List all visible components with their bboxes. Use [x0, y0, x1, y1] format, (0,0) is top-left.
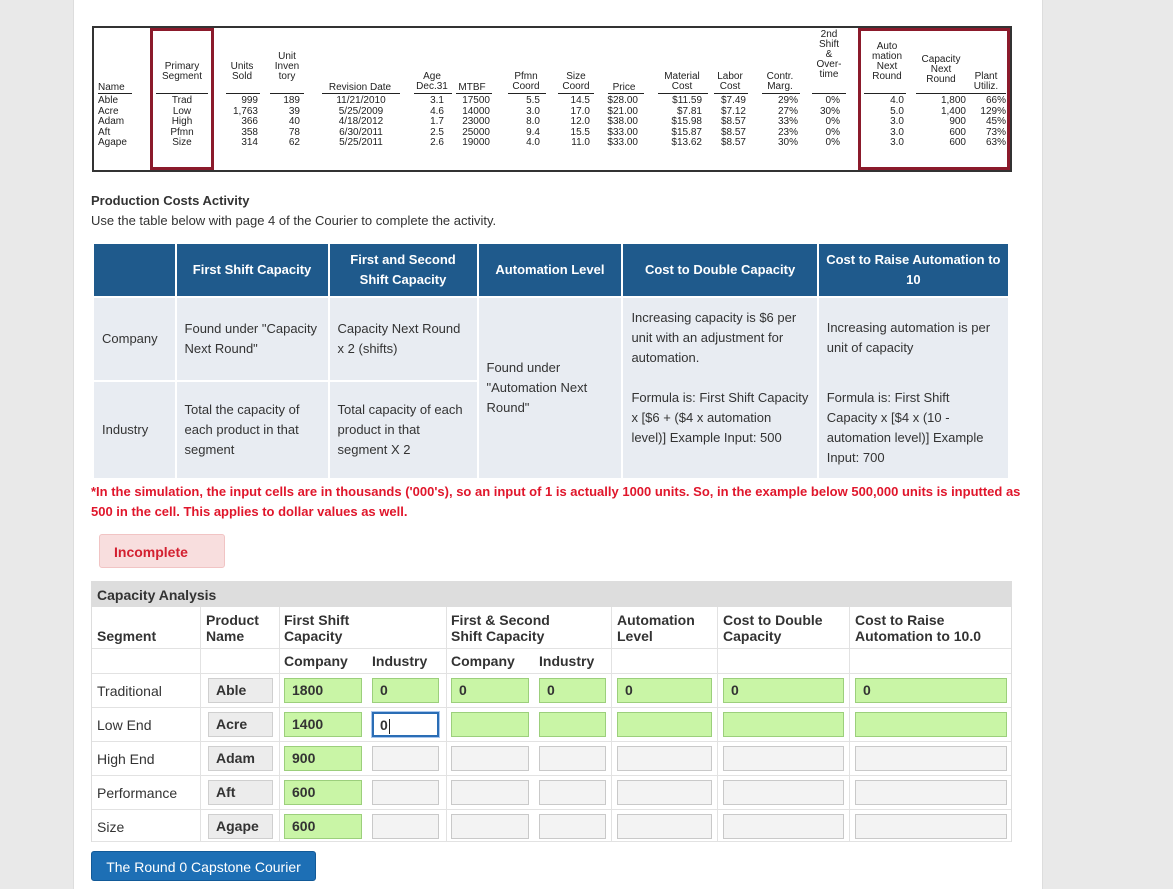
hdr-pfmn: Pfmn Coord [512, 71, 540, 92]
first-company-input[interactable]: 600 [284, 814, 362, 839]
instruction-header-first-shift: First Shift Capacity [177, 244, 328, 296]
courier-cell-size: 15.5 [570, 126, 590, 138]
courier-cell-segment: Trad [171, 95, 193, 106]
courier-cell-overtime: 0% [825, 126, 840, 138]
raise-input[interactable] [855, 814, 1007, 839]
courier-cell-automation: 3.0 [890, 137, 904, 148]
courier-cell-units_sold: 1,763 [232, 105, 258, 117]
courier-cell-age: 3.1 [430, 95, 444, 106]
col-two-shift: First & Second Shift Capacity [451, 612, 550, 644]
courier-cell-material: $11.59 [672, 95, 702, 106]
double-input[interactable] [723, 814, 844, 839]
raise-input[interactable] [855, 712, 1007, 737]
segment-label: Low End [97, 717, 152, 733]
instruction-table [92, 242, 1010, 480]
courier-cell-labor: $7.12 [720, 105, 746, 117]
hdr-segment: Primary Segment [161, 61, 203, 82]
company-two-shift-text: Capacity Next Round x 2 (shifts) [330, 298, 477, 380]
col-automation: Automation Level [617, 612, 695, 644]
courier-cell-pfmn: 9.4 [526, 126, 540, 138]
courier-cell-capacity: 900 [949, 116, 966, 127]
automation-input[interactable] [617, 814, 712, 839]
instruction-header-two-shift: First and Second Shift Capacity [330, 244, 477, 296]
courier-cell-margin: 29% [777, 95, 798, 106]
double-capacity-text: Increasing capacity is $6 per unit with an adjustment for automation. [631, 310, 797, 365]
first-industry-input[interactable] [372, 780, 439, 805]
courier-cell-segment: High [171, 116, 193, 127]
activity-subtitle: Use the table below with page 4 of the Courier to complete the activity. [91, 213, 497, 228]
courier-cell-name: Aft [98, 126, 111, 138]
hdr-revision: Revision Date [328, 82, 392, 93]
two-company-input[interactable]: 0 [451, 678, 529, 703]
first-company-input[interactable]: 900 [284, 746, 362, 771]
row-label-company: Company [94, 298, 175, 380]
courier-cell-name: Able [98, 95, 119, 106]
two-company-input[interactable] [451, 712, 529, 737]
courier-cell-material: $7.81 [676, 105, 702, 117]
courier-cell-pfmn: 8.0 [526, 116, 540, 127]
automation-input[interactable] [617, 746, 712, 771]
two-industry-input[interactable] [539, 712, 606, 737]
hdr-age: Age Dec.31 [416, 71, 448, 92]
courier-cell-automation: 3.0 [890, 116, 904, 127]
courier-cell-units_sold: 366 [241, 116, 258, 127]
activity-title: Production Costs Activity [91, 193, 250, 208]
courier-cell-overtime: 0% [825, 95, 840, 106]
courier-cell-mtbf: 14000 [462, 105, 490, 117]
courier-cell-mtbf: 23000 [462, 116, 490, 127]
sub-industry-first: Industry [372, 653, 428, 669]
hdr-price: Price [612, 82, 636, 93]
courier-cell-age: 1.7 [430, 116, 444, 127]
courier-cell-inventory: 78 [288, 126, 300, 138]
hdr-inventory: Unit Inven tory [274, 51, 300, 82]
thousands-note: *In the simulation, the input cells are in thousands ('000's), so an input of 1 is actually 1000 units. So, in the example below 500,000 units is inputted as 500 in the cell. This applies to dollar values as well. [91, 484, 1021, 519]
product-name-field: Adam [208, 746, 273, 771]
two-industry-input[interactable] [539, 746, 606, 771]
automation-input[interactable] [617, 712, 712, 737]
double-capacity-instruction [623, 298, 816, 478]
courier-cell-price: $33.00 [607, 126, 638, 138]
automation-instruction-text: Found under "Automation Next Round" [479, 298, 622, 478]
two-company-input[interactable] [451, 780, 529, 805]
row-label-industry: Industry [94, 382, 175, 478]
company-first-shift-text: Found under "Capacity Next Round" [177, 298, 328, 380]
raise-input[interactable]: 0 [855, 678, 1007, 703]
courier-cell-segment: Size [172, 137, 192, 148]
sub-company-first: Company [284, 653, 348, 669]
instruction-header-double: Cost to Double Capacity [623, 244, 816, 296]
raise-input[interactable] [855, 780, 1007, 805]
courier-cell-size: 11.0 [571, 137, 590, 148]
hdr-size: Size Coord [562, 71, 590, 92]
double-input[interactable]: 0 [723, 678, 844, 703]
courier-cell-price: $21.00 [607, 105, 638, 117]
segment-label: Traditional [97, 683, 162, 699]
hdr-utilization: Plant Utiliz. [973, 71, 999, 92]
courier-cell-pfmn: 3.0 [526, 105, 540, 117]
segment-label: Size [97, 819, 125, 835]
courier-cell-inventory: 39 [288, 105, 300, 117]
first-company-input[interactable]: 1400 [284, 712, 362, 737]
col-double-capacity: Cost to Double Capacity [723, 612, 823, 644]
double-input[interactable] [723, 712, 844, 737]
courier-cell-margin: 23% [777, 126, 798, 138]
courier-cell-units_sold: 314 [241, 137, 258, 148]
product-name-field: Agape [208, 814, 273, 839]
industry-two-shift-text: Total capacity of each product in that segment X 2 [330, 382, 477, 478]
courier-cell-price: $33.00 [607, 137, 638, 148]
raise-automation-formula: Formula is: First Shift Capacity x [$4 x (10 - automation level)] Example Input: 700 [826, 390, 984, 465]
double-input[interactable] [723, 746, 844, 771]
courier-cell-inventory: 40 [288, 116, 300, 127]
courier-cell-labor: $8.57 [720, 116, 746, 127]
courier-cell-name: Agape [98, 137, 127, 148]
courier-cell-units_sold: 999 [241, 95, 258, 106]
courier-cell-margin: 30% [777, 137, 798, 148]
courier-cell-overtime: 30% [819, 105, 840, 117]
courier-cell-price: $38.00 [607, 116, 638, 127]
first-industry-input[interactable]: 0 [372, 678, 439, 703]
courier-cell-util: 63% [985, 137, 1006, 148]
courier-cell-mtbf: 19000 [462, 137, 490, 148]
courier-cell-margin: 27% [777, 105, 798, 117]
courier-cell-automation: 3.0 [890, 126, 904, 138]
first-industry-input[interactable]: 0 [372, 712, 439, 737]
courier-cell-size: 17.0 [570, 105, 590, 117]
courier-cell-size: 12.0 [570, 116, 590, 127]
courier-cell-util: 45% [985, 116, 1006, 127]
first-company-input[interactable]: 600 [284, 780, 362, 805]
raise-input[interactable] [855, 746, 1007, 771]
two-industry-input[interactable]: 0 [539, 678, 606, 703]
courier-cell-util: 129% [980, 105, 1006, 117]
courier-cell-capacity: 1,800 [940, 95, 966, 106]
courier-cell-mtbf: 17500 [462, 95, 490, 106]
capacity-analysis-title: Capacity Analysis [92, 582, 1011, 607]
sub-industry-two: Industry [539, 653, 595, 669]
courier-cell-size: 14.5 [570, 95, 590, 106]
courier-cell-revision: 5/25/2011 [339, 137, 383, 148]
industry-first-shift-text: Total the capacity of each product in that segment [177, 382, 328, 478]
automation-input[interactable] [617, 780, 712, 805]
courier-cell-segment: Pfmn [170, 126, 194, 138]
courier-cell-segment: Low [172, 105, 192, 117]
courier-cell-inventory: 189 [283, 95, 300, 106]
sub-company-two: Company [451, 653, 515, 669]
double-input[interactable] [723, 780, 844, 805]
courier-cell-revision: 5/25/2009 [338, 105, 384, 117]
courier-cell-name: Adam [98, 116, 125, 127]
courier-cell-age: 2.5 [430, 126, 444, 138]
courier-cell-capacity: 1,400 [940, 105, 966, 117]
courier-cell-automation: 4.0 [890, 95, 904, 106]
courier-cell-overtime: 0% [825, 116, 840, 127]
courier-cell-pfmn: 4.0 [526, 137, 540, 148]
col-first-shift: First Shift Capacity [284, 612, 350, 644]
col-segment: Segment [97, 628, 157, 644]
two-company-input[interactable] [451, 746, 529, 771]
text-cursor [389, 719, 390, 734]
first-company-input[interactable]: 1800 [284, 678, 362, 703]
courier-cell-age: 2.6 [430, 137, 444, 148]
courier-cell-util: 73% [985, 126, 1006, 138]
courier-cell-material: $15.98 [671, 116, 702, 127]
courier-cell-automation: 5.0 [890, 105, 904, 117]
courier-cell-revision: 11/21/2010 [336, 95, 386, 106]
hdr-units-sold: Units Sold [230, 61, 254, 82]
col-raise-automation: Cost to Raise Automation to 10.0 [855, 612, 982, 644]
product-name-field: Aft [208, 780, 273, 805]
raise-automation-text: Increasing automation is per unit of capacity [826, 320, 991, 355]
courier-cell-age: 4.6 [430, 105, 444, 117]
segment-label: Performance [97, 785, 178, 801]
segment-label: High End [97, 751, 155, 767]
courier-cell-units_sold: 358 [241, 126, 258, 138]
capacity-analysis-table [91, 581, 1012, 842]
courier-cell-price: $28.00 [607, 95, 638, 106]
courier-cell-pfmn: 5.5 [526, 95, 540, 106]
hdr-capacity: Capacity Next Round [921, 54, 961, 85]
col-product-name: Product Name [206, 612, 259, 644]
courier-production-table [92, 26, 1012, 172]
hdr-automation: Auto mation Next Round [871, 41, 902, 82]
two-industry-input[interactable] [539, 780, 606, 805]
first-industry-input[interactable] [372, 814, 439, 839]
two-industry-input[interactable] [539, 814, 606, 839]
instruction-header-automation: Automation Level [479, 244, 622, 296]
courier-cell-inventory: 62 [288, 137, 300, 148]
courier-cell-util: 66% [985, 95, 1006, 106]
product-name-field: Able [208, 678, 273, 703]
courier-cell-revision: 4/18/2012 [338, 116, 384, 127]
double-capacity-formula: Formula is: First Shift Capacity x [$6 + ($4 x automation level)] Example Input: 500 [631, 390, 809, 445]
hdr-labor: Labor Cost [717, 71, 743, 92]
status-badge: Incomplete [99, 534, 225, 568]
hdr-overtime: 2nd Shift & Over- time [816, 29, 842, 80]
courier-link-button[interactable]: The Round 0 Capstone Courier [91, 851, 316, 881]
two-company-input[interactable] [451, 814, 529, 839]
instruction-header-blank [94, 244, 175, 296]
hdr-material: Material Cost [664, 71, 700, 92]
courier-cell-capacity: 600 [949, 137, 966, 148]
product-name-field: Acre [208, 712, 273, 737]
hdr-mtbf: MTBF [458, 82, 486, 93]
hdr-margin: Contr. Marg. [766, 71, 794, 92]
courier-cell-material: $15.87 [671, 126, 702, 138]
courier-cell-capacity: 600 [949, 126, 966, 138]
automation-input[interactable]: 0 [617, 678, 712, 703]
courier-cell-revision: 6/30/2011 [339, 126, 383, 138]
raise-automation-instruction [819, 298, 1008, 478]
first-industry-input[interactable] [372, 746, 439, 771]
courier-cell-labor: $8.57 [720, 137, 746, 148]
courier-cell-mtbf: 25000 [462, 126, 490, 138]
courier-cell-overtime: 0% [825, 137, 840, 148]
courier-cell-material: $13.62 [671, 137, 702, 148]
courier-cell-labor: $7.49 [720, 95, 746, 106]
courier-cell-name: Acre [98, 105, 119, 117]
instruction-header-raise: Cost to Raise Automation to 10 [819, 244, 1008, 296]
hdr-name: Name [98, 82, 125, 93]
courier-cell-margin: 33% [777, 116, 798, 127]
courier-cell-labor: $8.57 [720, 126, 746, 138]
